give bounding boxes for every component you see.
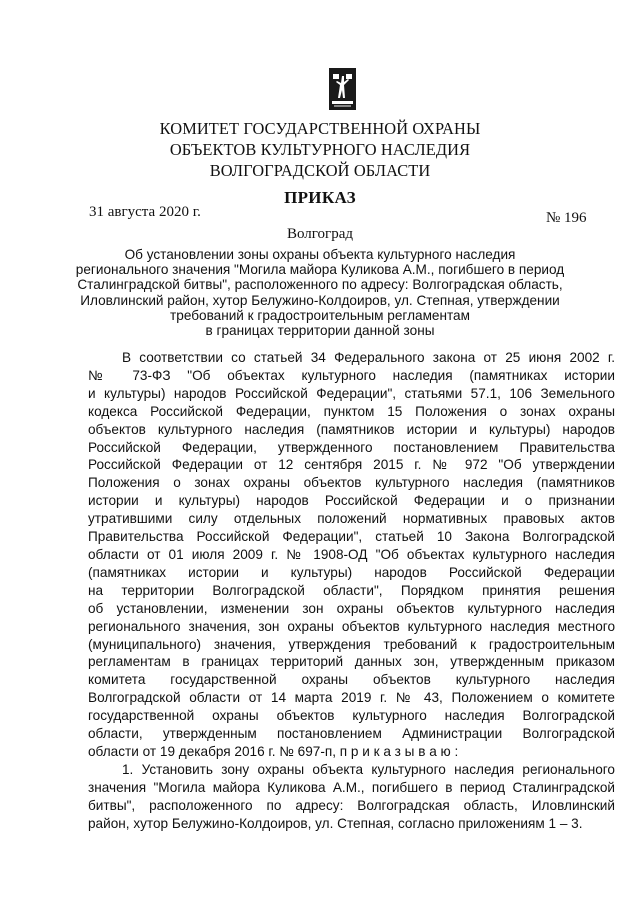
body-line: комитета государственной охраны объектов культурного наследия bbox=[88, 672, 615, 688]
subject-line: регионального значения "Могила майора Куликова А.М., погибшего в период bbox=[75, 262, 565, 278]
body-line: № 73-ФЗ "Об объектах культурного наследия (памятниках истории bbox=[88, 367, 615, 383]
body-line: истории и культуры) народов Российской Федерации и о признании bbox=[88, 493, 615, 509]
body-line: битвы", расположенного по адресу: Волгоградская область, Иловлинский bbox=[88, 797, 615, 813]
body-line: (муниципального) значения, утверждения требований к градостроительным bbox=[88, 636, 615, 652]
org-name-line-3: ВОЛГОГРАДСКОЙ ОБЛАСТИ bbox=[209, 161, 431, 180]
subject-line: Иловлинский район, хутор Белужино-Колдоиров, ул. Степная, утверждении bbox=[80, 292, 560, 308]
subject-line: Сталинградской битвы", расположенного по адресу: Волгоградская область, bbox=[77, 277, 563, 293]
body-line: (памятниках истории и культуры) народов Российской Федерации bbox=[88, 564, 615, 580]
subject-line: в границах территории данной зоны bbox=[205, 323, 435, 339]
body-line: регламентам в границах территорий данных зон, утвержденным приказом bbox=[88, 654, 615, 670]
org-name-line-2: ОБЪЕКТОВ КУЛЬТУРНОГО НАСЛЕДИЯ bbox=[169, 140, 471, 159]
body-line: В соответствии со статьей 34 Федерального закона от 25 июня 2002 г. bbox=[122, 350, 615, 365]
body-line: Российской Федерации от 12 сентября 2015 г. № 972 "Об утверждении bbox=[88, 457, 615, 473]
volgograd-region-emblem-icon bbox=[329, 68, 356, 110]
body-line: на территории Волгоградской области", Порядком принятия решения bbox=[88, 582, 615, 598]
body-line: области от 01 июля 2009 г. № 1908-ОД "Об объектах культурного наследия bbox=[88, 546, 615, 562]
org-name-line-1: КОМИТЕТ ГОСУДАРСТВЕННОЙ ОХРАНЫ bbox=[159, 119, 481, 138]
body-line: и культуры) народов Российской Федерации", статьями 57.1, 106 Земельного bbox=[88, 385, 615, 401]
body-line: 1. Установить зону охраны объекта культурного наследия регионального bbox=[122, 761, 615, 777]
body-line: объектов культурного наследия (памятников истории и культуры) народов bbox=[88, 421, 615, 437]
document-body bbox=[88, 349, 615, 832]
body-line: регионального значения, зон охраны объектов культурного наследия местного bbox=[88, 618, 615, 634]
body-line: области от 19 декабря 2016 г. № 697-п, п р и к а з ы в а ю : bbox=[88, 743, 459, 759]
body-line: государственной охраны объектов культурного наследия Волгоградской bbox=[88, 708, 615, 724]
subject-line: Об установлении зоны охраны объекта культурного наследия bbox=[124, 247, 516, 262]
body-line: области, утвержденным постановлением Администрации Волгоградской bbox=[88, 726, 615, 742]
body-line: кодекса Российской Федерации, пунктом 15 Положения о зонах охраны bbox=[88, 403, 615, 419]
body-line: Российской Федерации, утвержденного постановлением Правительства bbox=[88, 439, 615, 455]
document-date: 31 августа 2020 г. bbox=[89, 204, 201, 220]
body-line: район, хутор Белужино-Колдоиров, ул. Степная, согласно приложениям 1 – 3. bbox=[88, 815, 583, 831]
body-line: Положения о зонах охраны объектов культурного наследия (памятников bbox=[88, 475, 615, 491]
document-subject bbox=[70, 247, 570, 338]
body-line: значения "Могила майора Куликова А.М., погибшего в период Сталинградской bbox=[88, 779, 615, 795]
subject-line: требований к градостроительным регламентам bbox=[170, 307, 470, 323]
body-line: утратившими силу отдельных положений нормативных правовых актов bbox=[88, 511, 615, 527]
document-number: № 196 bbox=[546, 210, 587, 226]
document-city: Волгоград bbox=[286, 226, 353, 242]
body-line: Волгоградской области от 14 марта 2019 г. № 43, Положением о комитете bbox=[88, 690, 615, 706]
body-line: Правительства Российской Федерации", статьей 10 Закона Волгоградской bbox=[88, 529, 615, 545]
document-title: ПРИКАЗ bbox=[284, 188, 356, 207]
body-line: об установлении, изменении зон охраны объектов культурного наследия bbox=[88, 600, 615, 616]
